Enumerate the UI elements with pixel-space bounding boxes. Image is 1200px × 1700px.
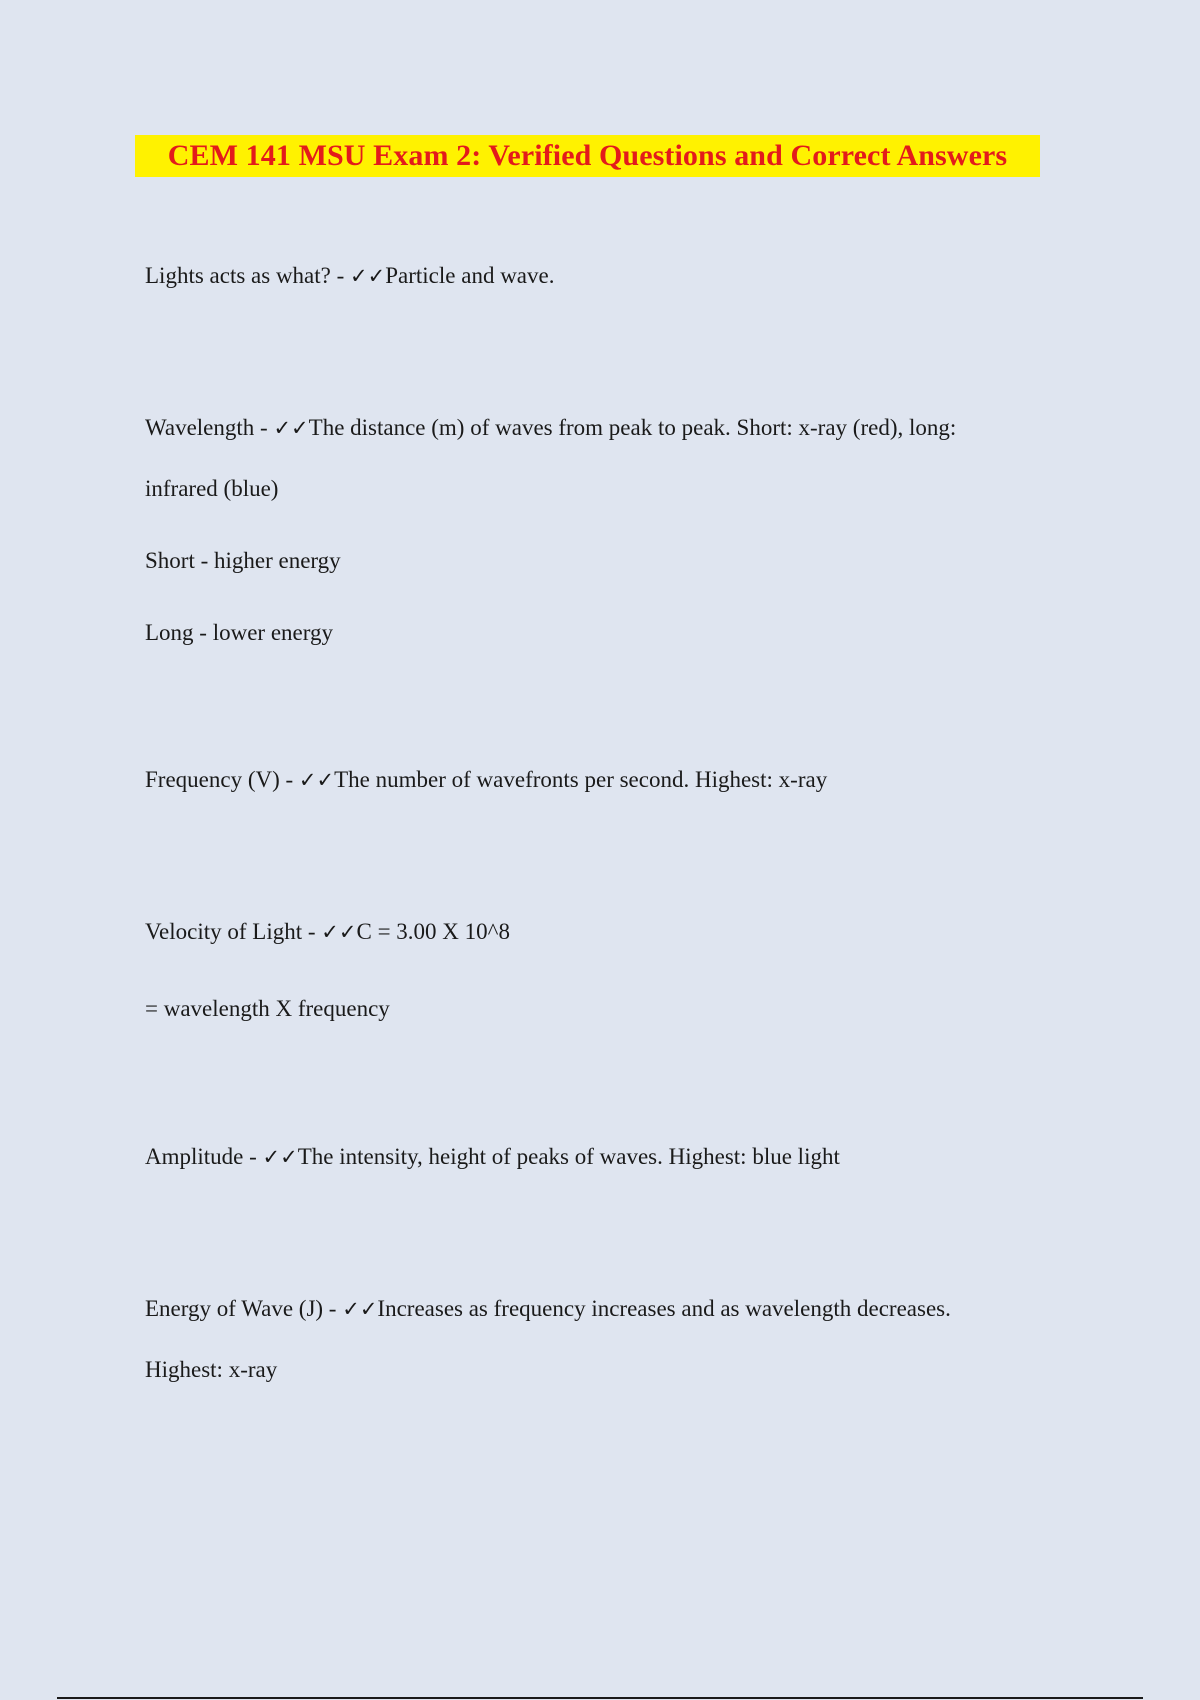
footer-rule (57, 1697, 1143, 1699)
document-title: CEM 141 MSU Exam 2: Verified Questions and Correct Answers (167, 139, 1008, 172)
qa-item-light (145, 261, 554, 291)
check-mark-icon: ✓✓ (273, 416, 309, 440)
qa-item-velocity (145, 917, 510, 947)
qa-item-energy (145, 1294, 951, 1324)
title-highlight (135, 135, 1040, 177)
answer: C = 3.00 X 10^8 (356, 919, 510, 944)
check-mark-icon: ✓✓ (262, 1145, 298, 1169)
term: Frequency (V) - (145, 767, 299, 792)
qa-item-wavelength (145, 413, 956, 443)
term: Velocity of Light - (145, 919, 322, 944)
check-mark-icon: ✓✓ (350, 264, 386, 288)
qa-item-frequency (145, 765, 827, 795)
check-mark-icon: ✓✓ (342, 1297, 378, 1321)
answer-continuation: infrared (blue) (145, 476, 279, 501)
answer-continuation: Long - lower energy (145, 620, 333, 645)
check-mark-icon: ✓✓ (321, 920, 357, 944)
answer: The distance (m) of waves from peak to peak. Short: x-ray (red), long: (308, 415, 957, 440)
answer-continuation: Highest: x-ray (145, 1357, 278, 1382)
term: Lights acts as what? - (145, 263, 351, 288)
answer: The number of wavefronts per second. Highest: x-ray (334, 767, 828, 792)
answer-continuation: Short - higher energy (145, 548, 341, 573)
answer: The intensity, height of peaks of waves. Highest: blue light (297, 1144, 840, 1169)
answer: Particle and wave. (385, 263, 555, 288)
answer: Increases as frequency increases and as wavelength decreases. (377, 1296, 951, 1321)
term: Amplitude - (145, 1144, 263, 1169)
answer-continuation: = wavelength X frequency (145, 996, 390, 1021)
qa-item-amplitude (145, 1142, 840, 1172)
term: Energy of Wave (J) - (145, 1296, 343, 1321)
check-mark-icon: ✓✓ (298, 768, 335, 792)
term: Wavelength - (145, 415, 274, 440)
